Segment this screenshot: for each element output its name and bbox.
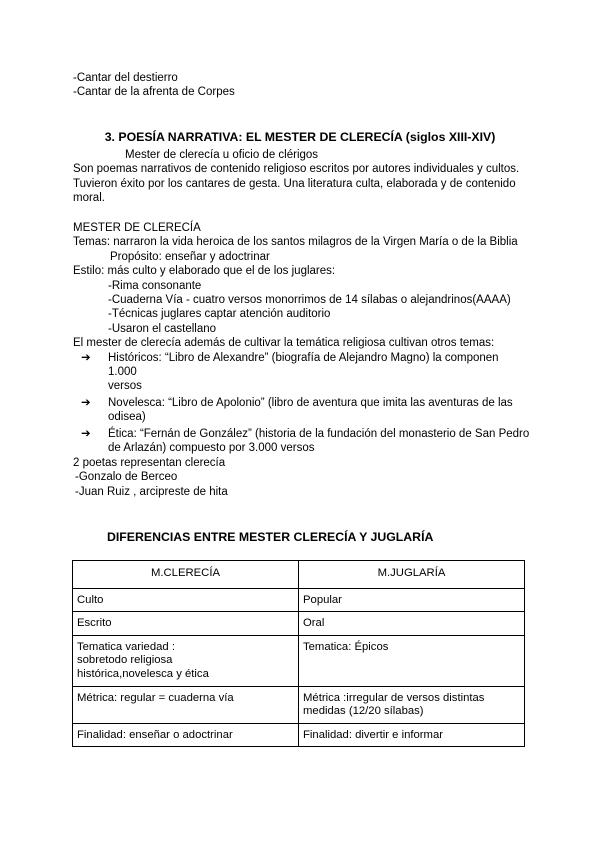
table-row <box>73 723 525 747</box>
table-cell: Tematica: Épicos <box>299 635 525 686</box>
mester-section <box>73 221 530 456</box>
diferencias-title: DIFERENCIAS ENTRE MESTER CLERECÍA Y JUGLARÍA <box>107 530 434 544</box>
arrow-icon: ➔ <box>81 396 91 409</box>
table-row <box>73 588 525 612</box>
table-header-row <box>73 561 525 589</box>
table-cell: Finalidad: divertir e informar <box>299 723 525 747</box>
comparison-table <box>72 560 525 747</box>
arrow-icon: ➔ <box>81 351 91 364</box>
table-cell: Oral <box>299 612 525 636</box>
temas-line: Temas: narraron la vida heroica de los santos milagros de la Virgen María o de la Biblia <box>73 236 518 249</box>
list-item: ➔ Ética: “Fernán de González” (historia de la fundación del monasterio de San Pedro de Arlazán) compuesto por 3.000 versos <box>81 427 530 455</box>
list-item: -Juan Ruiz , arcipreste de hita <box>75 485 228 498</box>
list-item: -Rima consonante <box>108 279 202 292</box>
section-subtitle: Mester de clerecía u oficio de clérigos <box>125 149 319 161</box>
table-cell: Métrica :irregular de versos distintas medidas (12/20 sílabas) <box>299 686 525 723</box>
poetas-heading: 2 poetas representan clerecía <box>73 457 226 469</box>
mester-heading: MESTER DE CLERECÍA <box>73 222 201 234</box>
paragraph-line: moral. <box>73 192 105 205</box>
arrow-icon: ➔ <box>81 427 91 440</box>
paragraph-line: Son poemas narrativos de contenido religioso escritos por autores individuales y cultos. <box>73 163 520 176</box>
table-row <box>73 686 525 723</box>
section-intro <box>73 148 530 206</box>
table-row <box>73 635 525 686</box>
table-cell: Escrito <box>73 612 299 636</box>
otros-temas-line: El mester de clerecía además de cultivar la temática religiosa cultivan otros temas: <box>73 337 495 350</box>
list-item: -Cantar del destierro <box>73 72 178 84</box>
table-cell: Finalidad: enseñar o adoctrinar <box>73 723 299 747</box>
table-cell: Culto <box>73 588 299 612</box>
table-cell: Métrica: regular = cuaderna vía <box>73 686 299 723</box>
column-header: M.CLERECÍA <box>73 561 299 589</box>
list-item: -Cuaderna Vía - cuatro versos monorrimos de 14 sílabas o alejandrinos(AAAA) <box>108 294 511 307</box>
poetas-section <box>73 456 530 499</box>
table-row <box>73 612 525 636</box>
estilo-line: Estilo: más culto y elaborado que el de los juglares: <box>73 265 336 278</box>
column-header: M.JUGLARÍA <box>299 561 525 589</box>
proposito-line: Propósito: enseñar y adoctrinar <box>110 250 270 263</box>
list-item: ➔ Novelesca: “Libro de Apolonio” (libro de aventura que imita las aventuras de las odisea) <box>81 396 513 424</box>
list-item: -Técnicas juglares captar atención auditorio <box>108 308 331 321</box>
table-cell: Tematica variedad : sobretodo religiosa histórica,novelesca y ética <box>73 635 299 686</box>
list-item: -Usaron el castellano <box>108 322 217 335</box>
list-item: -Cantar de la afrenta de Corpes <box>73 86 235 99</box>
intro-list <box>73 71 530 100</box>
table-cell: Popular <box>299 588 525 612</box>
section-title: 3. POESÍA NARRATIVA: EL MESTER DE CLERECÍA (siglos XIII-XIV) <box>104 130 496 144</box>
list-item: -Gonzalo de Berceo <box>75 471 178 484</box>
paragraph-line: Tuvieron éxito por los cantares de gesta. Una literatura culta, elaborada y de contenido <box>73 177 516 190</box>
list-item: ➔ Históricos: “Libro de Alexandre” (biografía de Alejandro Magno) la componen 1.000 versos <box>81 351 499 393</box>
